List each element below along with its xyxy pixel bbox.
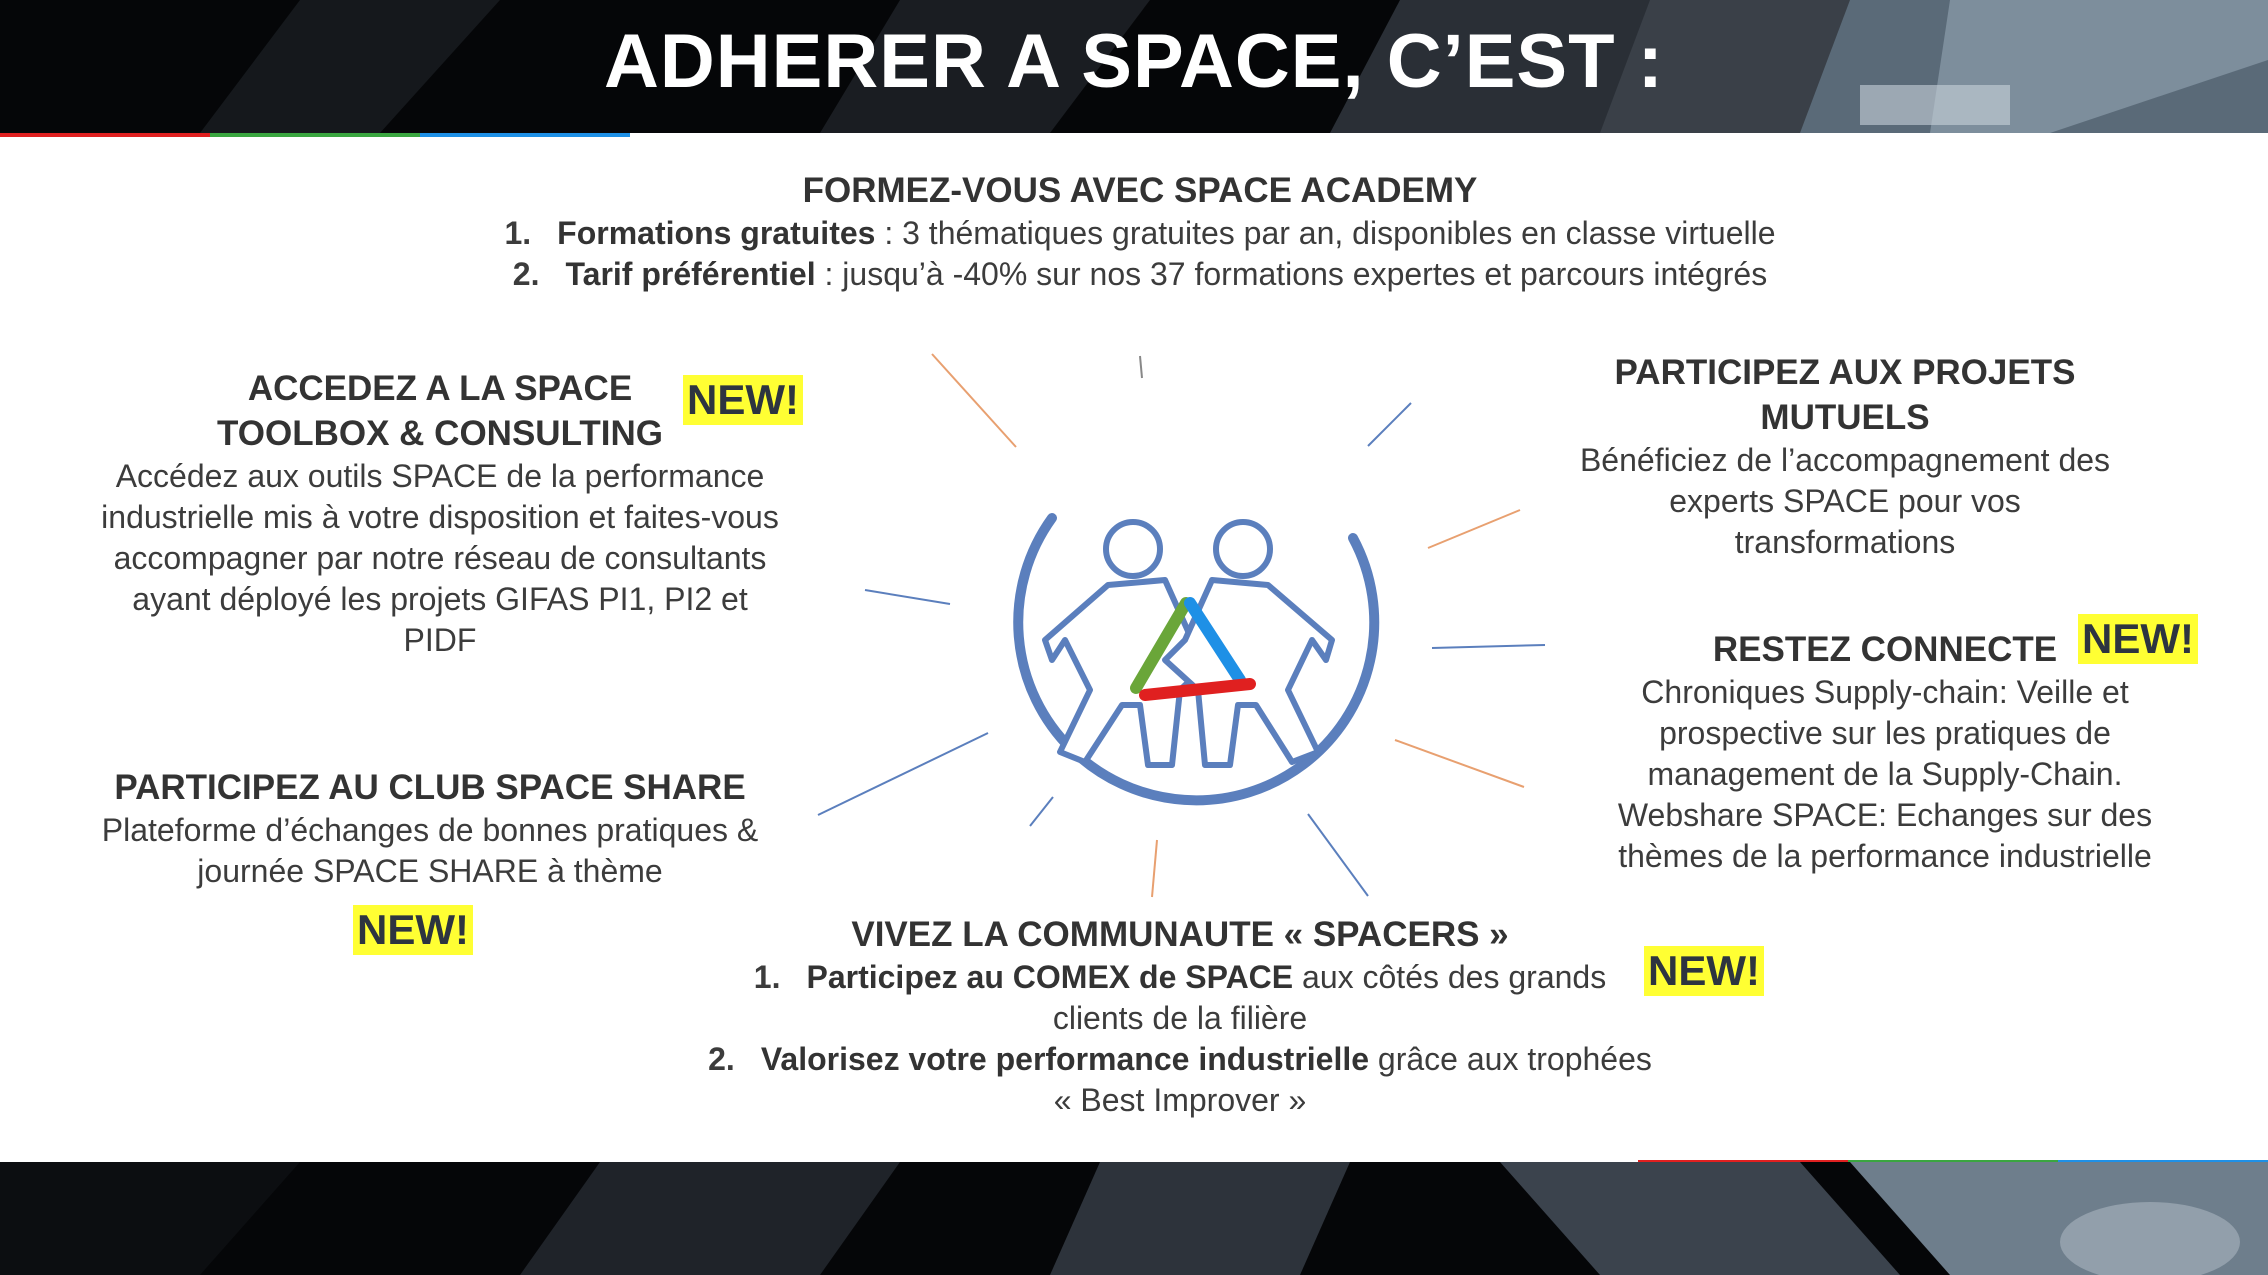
community-heading: VIVEZ LA COMMUNAUTE « SPACERS »	[851, 915, 1509, 954]
list-item: 1. Formations gratuites : 3 thématiques gratuites par an, disponibles en classe virtuelle	[504, 215, 1776, 251]
community-item-1: 1. Participez au COMEX de SPACE aux côtés des grands clients de la filière	[753, 959, 1607, 1036]
ray	[1428, 510, 1520, 548]
projects-section	[1520, 350, 2170, 563]
page-title: ADHERER A SPACE, C’EST :	[604, 19, 1664, 104]
ray	[818, 733, 988, 815]
new-badge-toolbox: NEW!	[683, 375, 803, 425]
connect-heading: RESTEZ CONNECTE	[1712, 630, 2058, 669]
projects-heading: PARTICIPEZ AUX PROJETS MUTUELS	[1614, 353, 2076, 437]
two-people-shaking-hands-logo	[1018, 518, 1374, 800]
ray	[1395, 740, 1524, 787]
ray	[1308, 814, 1368, 896]
new-badge-community: NEW!	[1644, 946, 1764, 996]
toolbox-body: Accédez aux outils SPACE de la performance industrielle mis à votre disposition et faites-vous accompagner par notre réseau de consultants ayant déployé les projets GIFAS PI1, PI2 et PIDF	[101, 458, 779, 658]
academy-section	[440, 168, 1840, 295]
ray	[932, 354, 1016, 447]
ray	[1368, 403, 1411, 446]
academy-heading: FORMEZ-VOUS AVEC SPACE ACADEMY	[802, 171, 1478, 210]
ray	[1152, 840, 1157, 897]
ray	[865, 590, 950, 604]
ray	[1030, 797, 1053, 826]
community-section	[630, 912, 1730, 1121]
connect-body: Chroniques Supply-chain: Veille et prospective sur les pratiques de management de la Supply-Chain. Webshare SPACE: Echanges sur des thèmes de la performance industrielle	[1617, 674, 2153, 874]
list-item: 2. Tarif préférentiel : jusqu’à -40% sur nos 37 formations expertes et parcours intégrés	[512, 256, 1768, 292]
community-item-2: 2. Valorisez votre performance industrielle grâce aux trophées « Best Improver »	[708, 1041, 1652, 1118]
academy-list	[440, 213, 1840, 295]
toolbox-heading: ACCEDEZ A LA SPACE TOOLBOX & CONSULTING	[217, 369, 663, 453]
club-body: Plateforme d’échanges de bonnes pratiques & journée SPACE SHARE à thème	[101, 812, 759, 889]
ray	[1432, 645, 1545, 648]
club-section	[40, 765, 820, 892]
club-heading: PARTICIPEZ AU CLUB SPACE SHARE	[114, 768, 746, 807]
connect-section	[1545, 627, 2225, 877]
new-badge-connect: NEW!	[2078, 614, 2198, 664]
new-badge-club: NEW!	[353, 905, 473, 955]
projects-body: Bénéficiez de l’accompagnement des experts SPACE pour vos transformations	[1579, 442, 2111, 560]
ray	[1140, 356, 1142, 378]
